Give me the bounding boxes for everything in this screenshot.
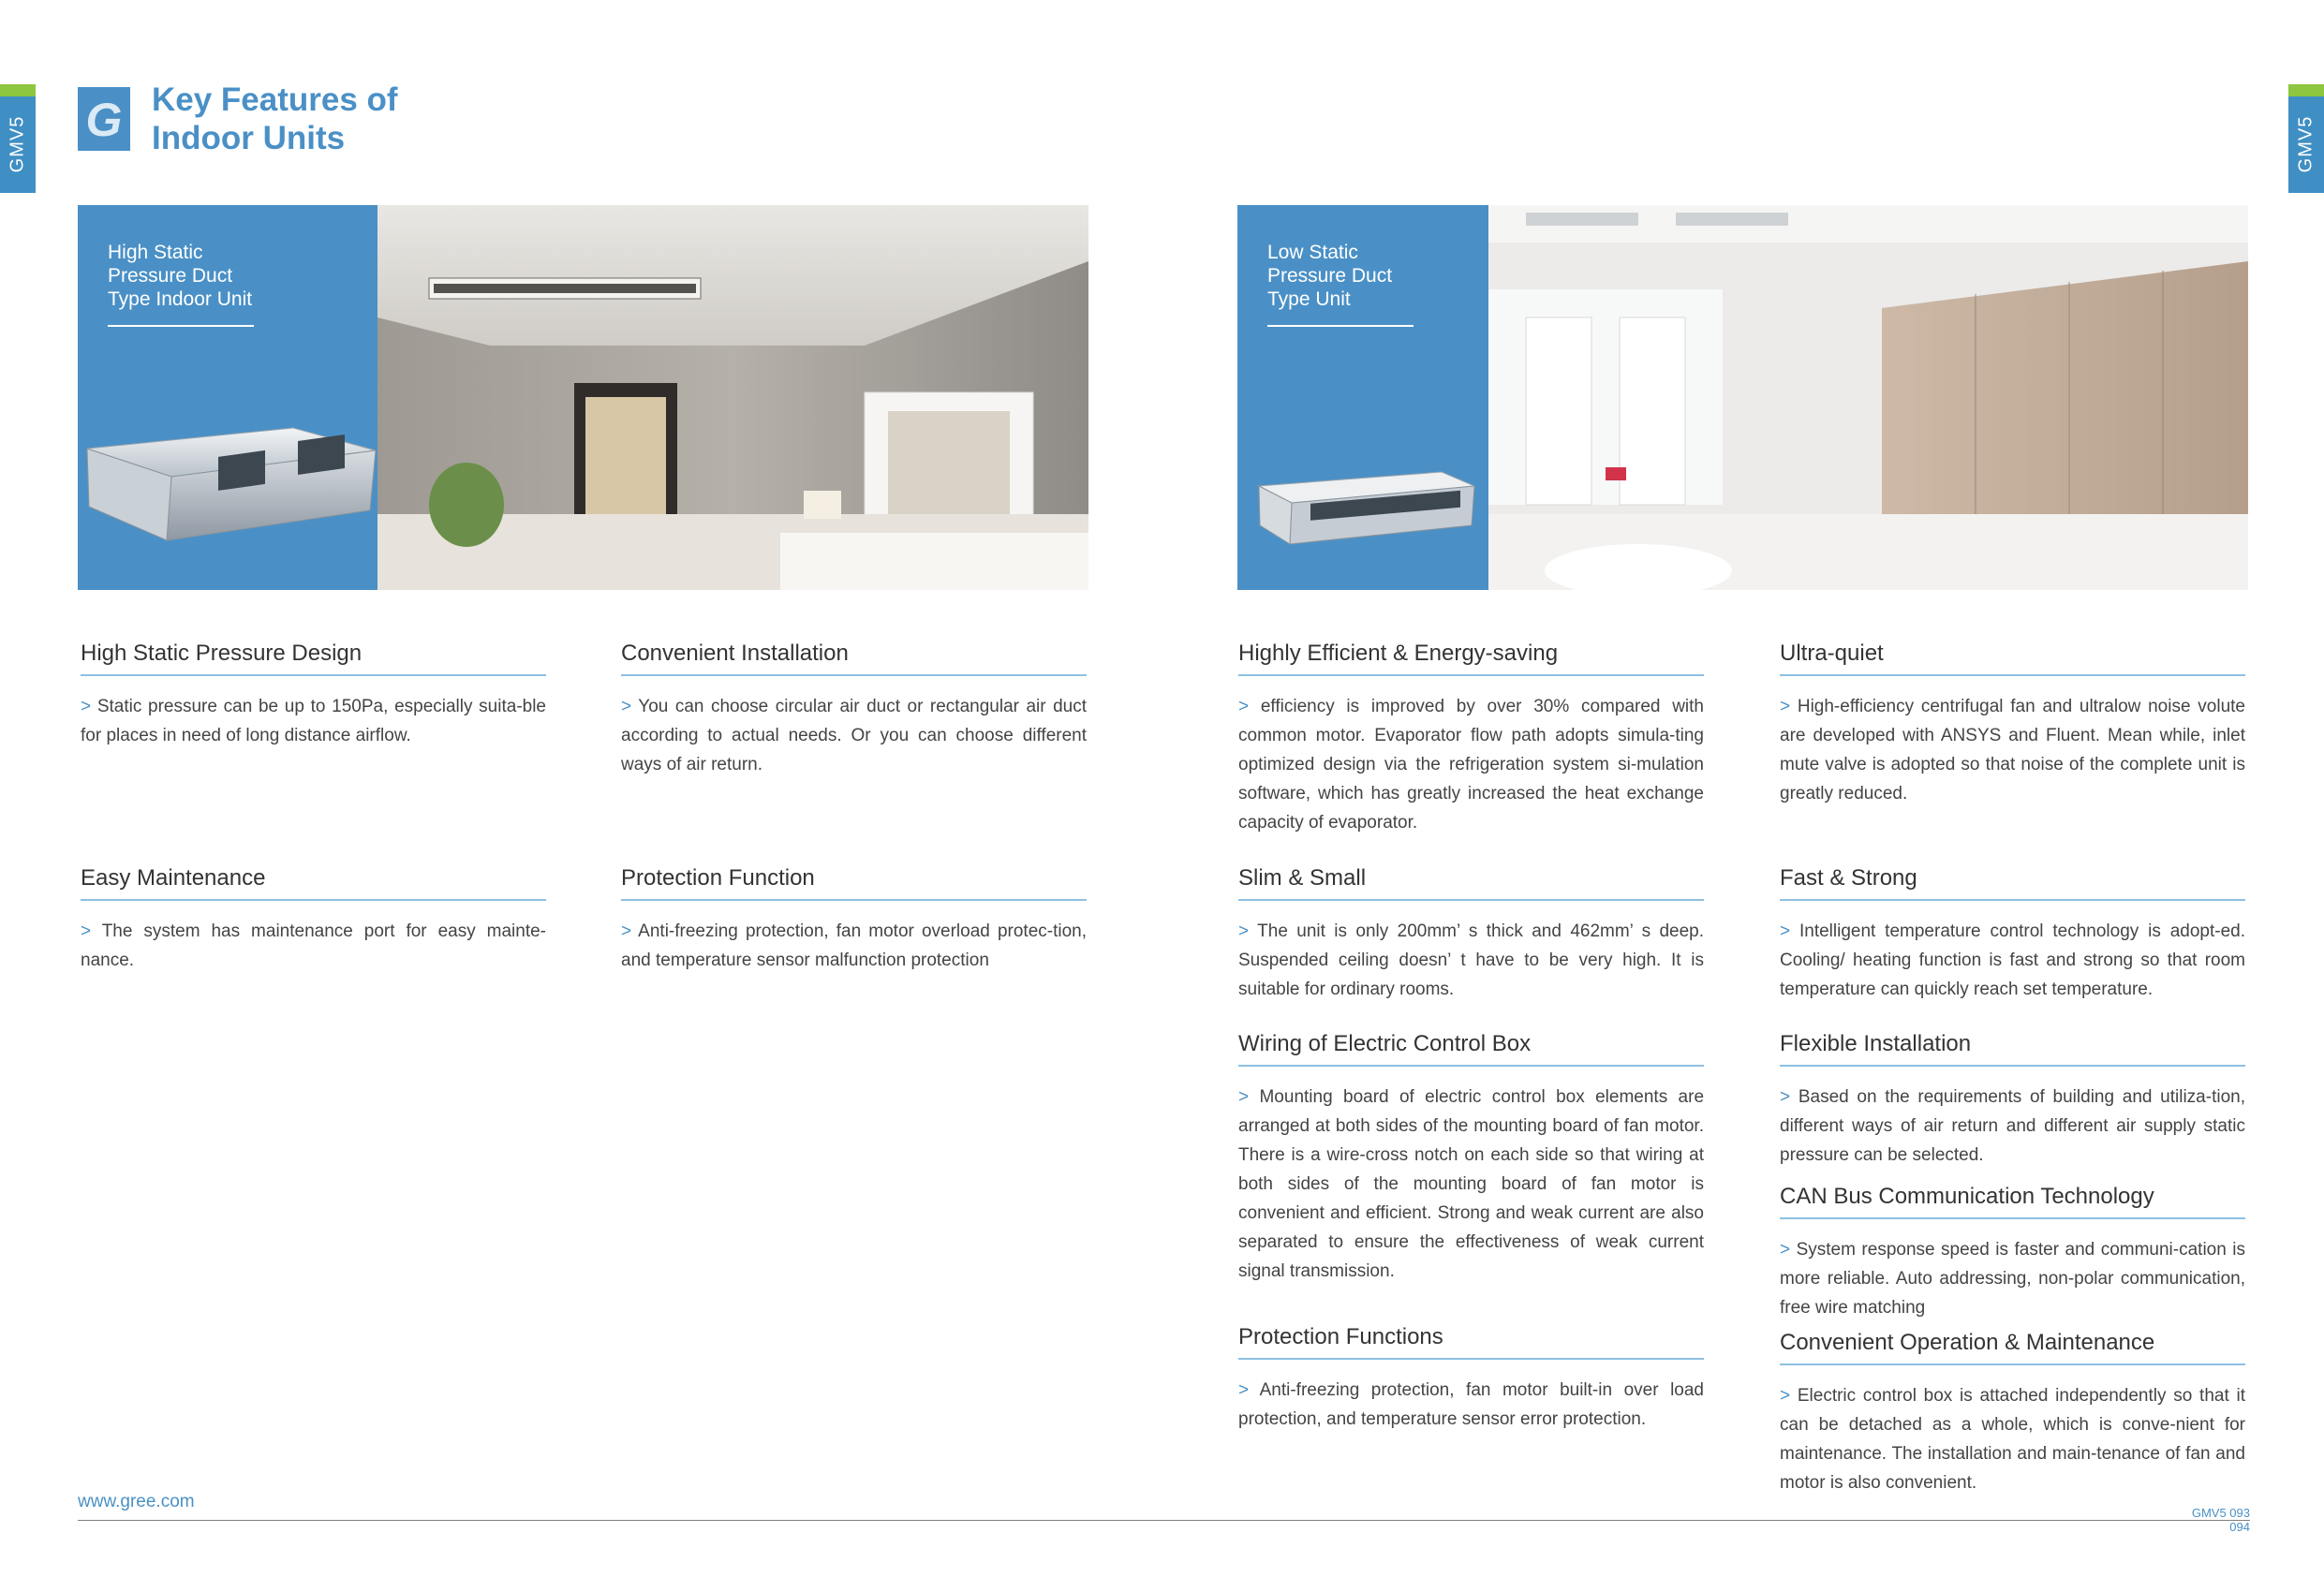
duct-unit-image xyxy=(78,420,377,570)
feature-title: Slim & Small xyxy=(1238,865,1704,901)
feature-convenient-installation xyxy=(621,641,1087,779)
side-tab-right xyxy=(2288,84,2324,193)
page-number: GMV5 093 094 xyxy=(2191,1506,2250,1534)
feature-title: Ultra-quiet xyxy=(1780,641,2245,676)
banner-label: Low Static Pressure Duct Type Unit xyxy=(1267,242,1393,310)
feature-title: Highly Efficient & Energy-saving xyxy=(1238,641,1704,676)
feature-title: Protection Functions xyxy=(1238,1324,1704,1360)
footer-url[interactable]: www.gree.com xyxy=(78,1492,195,1511)
side-tab-left xyxy=(0,84,36,193)
brand-logo-icon: G xyxy=(78,87,130,151)
feature-text: > The system has maintenance port for easy mainte-nance. xyxy=(81,921,546,970)
feature-title: Easy Maintenance xyxy=(81,865,546,901)
feature-text: > System response speed is faster and communi-cation is more reliable. Auto addressing, non-polar communication, free wire matching xyxy=(1780,1240,2245,1318)
feature-flexible-installation xyxy=(1780,1031,2245,1170)
feature-slim-small xyxy=(1238,865,1704,1004)
feature-text: > Mounting board of electric control box elements are arranged at both sides of the mounting board of fan motor. There is a wire-cross notch on each side so that wiring at both sides of the mounting board of fan motor is convenient and efficient. Strong and weak current are also separated to ensure the effectiveness of weak current signal transmission. xyxy=(1238,1087,1705,1281)
feature-title: High Static Pressure Design xyxy=(81,641,546,676)
slim-duct-unit-image xyxy=(1254,467,1479,552)
feature-highly-efficient xyxy=(1238,641,1704,837)
banner-high-static xyxy=(78,205,1088,590)
feature-protection-functions xyxy=(1238,1324,1704,1434)
feature-text: > Anti-freezing protection, fan motor overload protec-tion, and temperature sensor malfunction protection xyxy=(621,921,1087,970)
feature-text: > You can choose circular air duct or rectangular air duct according to actual needs. Or you can choose different ways of air return. xyxy=(621,697,1088,774)
feature-ultra-quiet xyxy=(1780,641,2245,808)
living-room-photo xyxy=(377,205,1088,590)
feature-easy-maintenance xyxy=(81,865,546,975)
side-tab-label: GMV5 xyxy=(2295,115,2317,173)
side-tab-label: GMV5 xyxy=(7,115,28,173)
banner-low-static xyxy=(1237,205,2248,590)
feature-text: > High-efficiency centrifugal fan and ultralow noise volute are developed with ANSYS and Fluent. Mean while, inlet mute valve is adopted so that noise of the complete unit is greatly reduced. xyxy=(1780,697,2245,803)
feature-title: Wiring of Electric Control Box xyxy=(1238,1031,1704,1067)
feature-text: > Based on the requirements of building and utiliza-tion, different ways of air return and different air supply static pressure can be selected. xyxy=(1780,1087,2245,1165)
feature-can-bus xyxy=(1780,1184,2245,1322)
feature-text: > Static pressure can be up to 150Pa, especially suita-ble for places in need of long distance airflow. xyxy=(81,697,547,745)
footer-divider xyxy=(78,1520,2250,1521)
feature-wiring-control-box xyxy=(1238,1031,1704,1286)
feature-title: Convenient Operation & Maintenance xyxy=(1780,1330,2245,1365)
page-title: Key Features of Indoor Units xyxy=(152,81,398,156)
feature-title: Flexible Installation xyxy=(1780,1031,2245,1067)
feature-text: > Intelligent temperature control technology is adopt-ed. Cooling/ heating function is fast and strong so that room temperature can quickly reach set temperature. xyxy=(1780,921,2246,999)
feature-title: CAN Bus Communication Technology xyxy=(1780,1184,2245,1219)
feature-protection-function xyxy=(621,865,1087,975)
feature-fast-strong xyxy=(1780,865,2245,1004)
feature-text: > efficiency is improved by over 30% compared with common motor. Evaporator flow path adopts simula-ting optimized design via the refrigeration system si-mulation software, which has greatly increased the heat exchange capacity of evaporator. xyxy=(1238,697,1704,833)
feature-text: > The unit is only 200mm’ s thick and 462mm’ s deep. Suspended ceiling doesn’ t have to be very high. It is suitable for ordinary rooms. xyxy=(1238,921,1705,999)
feature-title: Fast & Strong xyxy=(1780,865,2245,901)
feature-convenient-operation xyxy=(1780,1330,2245,1497)
feature-text: > Anti-freezing protection, fan motor built-in over load protection, and temperature sensor error protection. xyxy=(1238,1380,1704,1429)
banner-label: High Static Pressure Duct Type Indoor Unit xyxy=(108,242,253,310)
feature-text: > Electric control box is attached independently so that it can be detached as a whole, which is conve-nient for maintenance. The installation and main-tenance of fan and motor is also convenient. xyxy=(1780,1386,2245,1493)
feature-title: Protection Function xyxy=(621,865,1087,901)
feature-high-static-pressure xyxy=(81,641,546,750)
white-room-photo xyxy=(1488,205,2248,590)
feature-title: Convenient Installation xyxy=(621,641,1087,676)
